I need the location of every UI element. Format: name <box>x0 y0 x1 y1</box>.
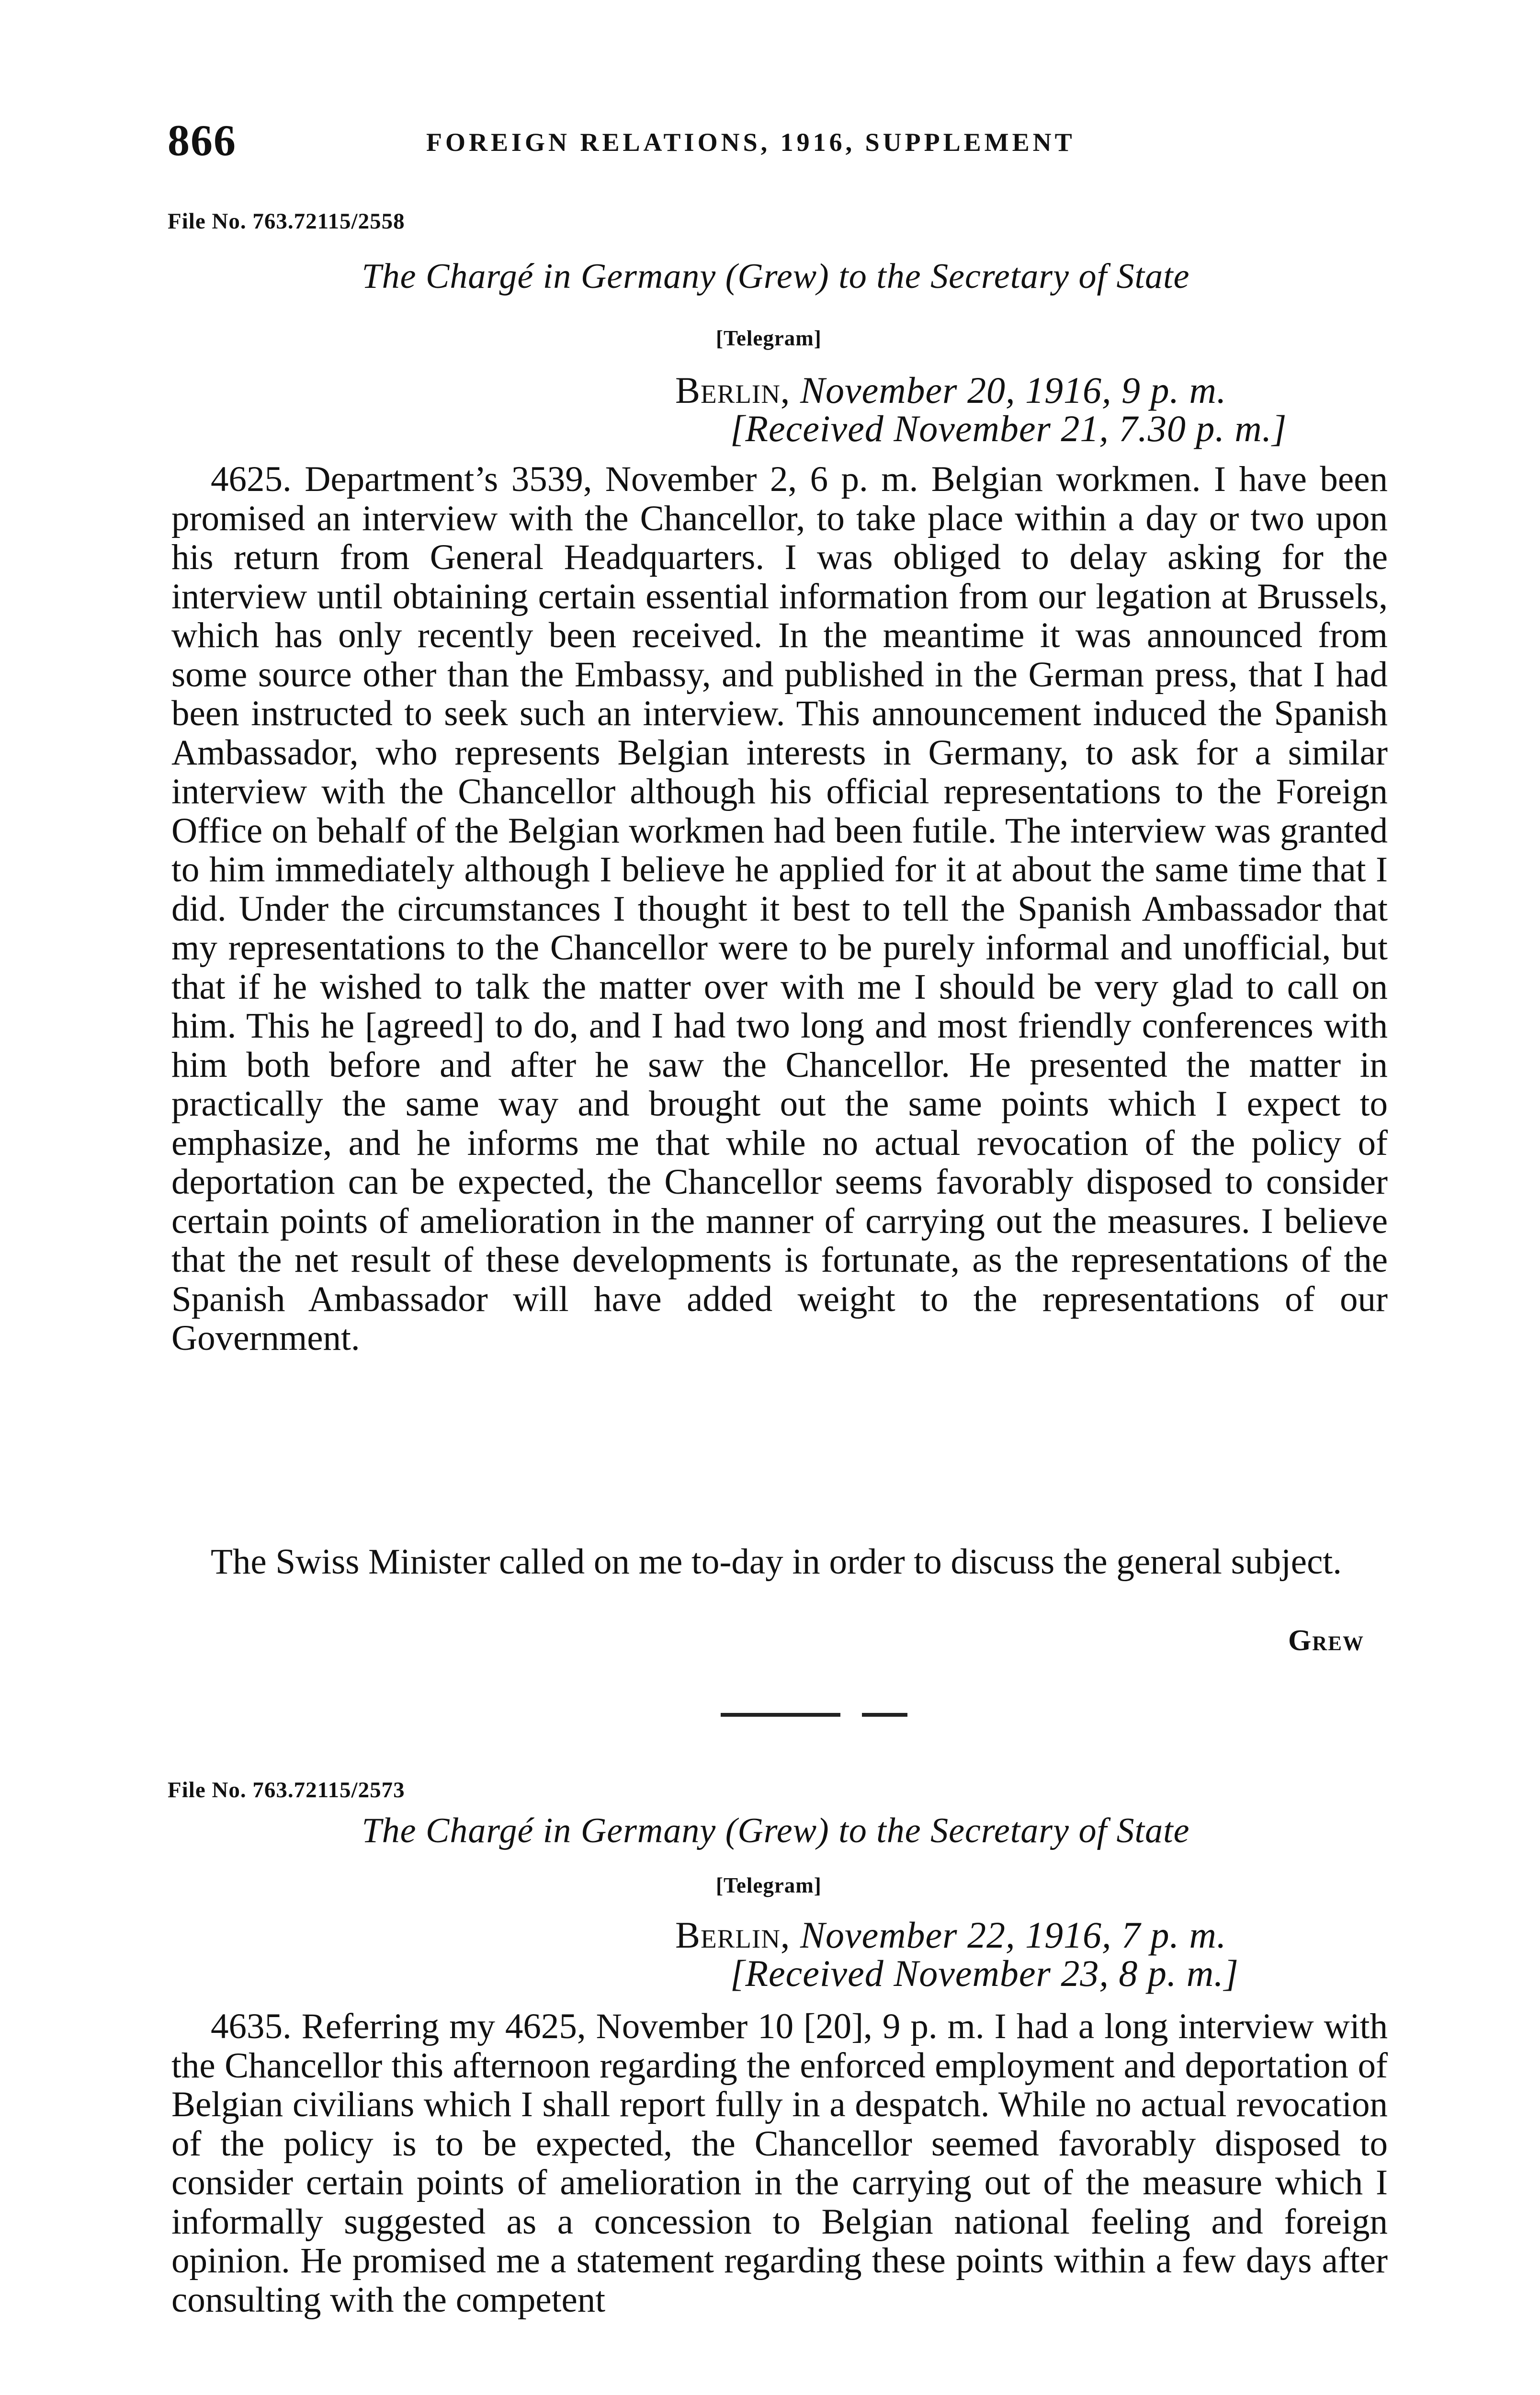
body-paragraph: The Swiss Minister called on me to-day in order to discuss the general subject. <box>211 1542 1342 1582</box>
page-number: 866 <box>168 116 237 165</box>
running-head <box>168 115 1384 168</box>
document-heading: The Chargé in Germany (Grew) to the Secretary of State <box>362 257 1190 296</box>
document-heading: The Chargé in Germany (Grew) to the Secretary of State <box>362 1811 1190 1850</box>
received-line: [Received November 23, 8 p. m.] <box>730 1952 1239 1994</box>
dateline-place: Berlin, <box>675 1914 791 1956</box>
dateline-date: November 20, 1916, 9 p. m. <box>800 369 1227 411</box>
separator-rule <box>862 1713 907 1717</box>
body-paragraph: 4635. Referring my 4625, November 10 [20], 9 p. m. I had a long interview with the Chancellor this afternoon regarding the enforced employment and deportation of Belgian civilians which I shall report fully in a despatch. While no actual revocation of the policy is to be expected, the Chancellor seemed favorably disposed to consider certain points of amelioration in the carrying out of the measure which I informally suggested as a concession to Belgian national feeling and foreign opinion. He promised me a statement regarding these points within a few days after consulting with the competent <box>171 2007 1388 2320</box>
section-separator <box>721 1713 912 1718</box>
dateline <box>675 369 1226 412</box>
file-number: File No. 763.72115/2558 <box>168 209 405 234</box>
running-title: FOREIGN RELATIONS, 1916, SUPPLEMENT <box>426 128 1076 157</box>
received-line: [Received November 21, 7.30 p. m.] <box>730 408 1287 449</box>
body-paragraph: 4625. Department’s 3539, November 2, 6 p. m. Belgian workmen. I have been promised an interview with the Chancellor, to take place within a day or two upon his return from General Headquarters. I was obliged to delay asking for the interview until obtaining certain essential information from our legation at Brussels, which has only recently been received. In the meantime it was announced from some source other than the Embassy, and published in the German press, that I had been instructed to seek such an interview. This announcement induced the Spanish Ambassador, who represents Belgian interests in Germany, to ask for a similar interview with the Chancellor although his official representations to the Foreign Office on behalf of the Belgian workmen had been futile. The interview was granted to him immediately although I believe he applied for it at about the same time that I did. Under the circumstances I thought it best to tell the Spanish Ambassador that my representations to the Chancellor were to be purely informal and unofficial, but that if he wished to talk the matter over with me I should be very glad to call on him. This he [agreed] to do, and I had two long and most friendly conferences with him both before and after he saw the Chancellor. He presented the matter in practically the same way and brought out the same points which I expect to emphasize, and he informs me that while no actual revocation of the policy of deportation can be expected, the Chancellor seems favorably disposed to consider certain points of amelioration in the manner of carrying out the measures. I believe that the net result of these developments is fortunate, as the representations of the Spanish Ambassador will have added weight to the representations of our Government. <box>171 459 1388 1358</box>
document-type: [Telegram] <box>716 326 822 350</box>
document-type: [Telegram] <box>716 1873 822 1897</box>
separator-rule <box>721 1713 840 1717</box>
signature: Grew <box>1288 1624 1364 1657</box>
file-number: File No. 763.72115/2573 <box>168 1778 405 1802</box>
dateline-date: November 22, 1916, 7 p. m. <box>800 1914 1227 1956</box>
dateline-place: Berlin, <box>675 369 791 411</box>
dateline <box>675 1914 1226 1957</box>
